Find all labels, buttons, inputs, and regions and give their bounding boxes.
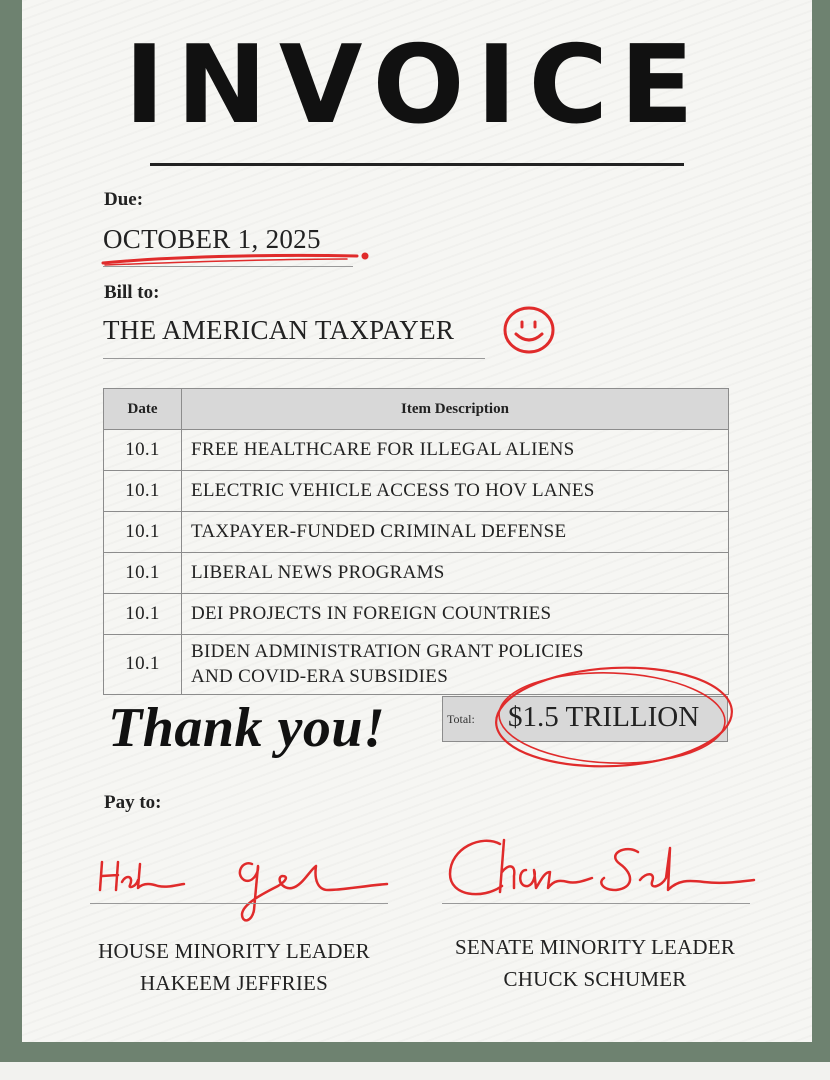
bottom-edge (0, 1062, 830, 1080)
table-row (104, 512, 729, 553)
due-label: Due: (104, 189, 144, 210)
total-value: $1.5 TRILLION (508, 701, 700, 733)
row-date: 10.1 (104, 594, 182, 635)
table-row (104, 594, 729, 635)
row-description: TAXPAYER-FUNDED CRIMINAL DEFENSE (182, 512, 729, 553)
signatory-name: HAKEEM JEFFRIES (140, 970, 328, 995)
pay-to-label: Pay to: (104, 792, 162, 813)
column-header-description: Item Description (182, 389, 729, 430)
column-header-date: Date (104, 389, 182, 430)
bill-to-value: THE AMERICAN TAXPAYER (103, 315, 455, 345)
row-description: FREE HEALTHCARE FOR ILLEGAL ALIENS (182, 430, 729, 471)
handwritten-signature (92, 840, 392, 935)
row-description-line: BIDEN ADMINISTRATION GRANT POLICIES (191, 641, 584, 663)
row-description: ELECTRIC VEHICLE ACCESS TO HOV LANES (182, 471, 729, 512)
red-underline-doodle (95, 244, 385, 274)
smiley-face-doodle-icon (500, 303, 558, 357)
title-divider (150, 163, 684, 166)
row-date: 10.1 (104, 471, 182, 512)
row-description: DEI PROJECTS IN FOREIGN COUNTRIES (182, 594, 729, 635)
table-row (104, 471, 729, 512)
due-date: OCTOBER 1, 2025 (103, 224, 321, 254)
bill-to-label: Bill to: (104, 282, 160, 303)
row-date: 10.1 (104, 512, 182, 553)
total-label: Total: (447, 712, 475, 726)
row-description-line: AND COVID-ERA SUBSIDIES (191, 665, 449, 687)
line-items-table (103, 388, 729, 695)
row-description: LIBERAL NEWS PROGRAMS (182, 553, 729, 594)
row-date: 10.1 (104, 553, 182, 594)
row-date: 10.1 (104, 635, 182, 695)
signatory-right (440, 932, 750, 995)
signatory-title: SENATE MINORITY LEADER (454, 935, 736, 959)
handwritten-signature (442, 830, 757, 910)
signature-line-right (442, 903, 750, 904)
signatory-left (80, 936, 388, 999)
row-date: 10.1 (104, 430, 182, 471)
table-header-row (104, 389, 729, 430)
signatory-title: HOUSE MINORITY LEADER (98, 939, 370, 963)
signatory-name: CHUCK SCHUMER (503, 966, 687, 991)
table-row (104, 430, 729, 471)
table-row (104, 553, 729, 594)
invoice-title: INVOICE (124, 23, 706, 148)
bill-to-underline (103, 358, 485, 359)
thank-you-text: Thank you! (108, 697, 386, 759)
signature-line-left (90, 903, 388, 904)
red-circle-doodle (490, 660, 740, 778)
